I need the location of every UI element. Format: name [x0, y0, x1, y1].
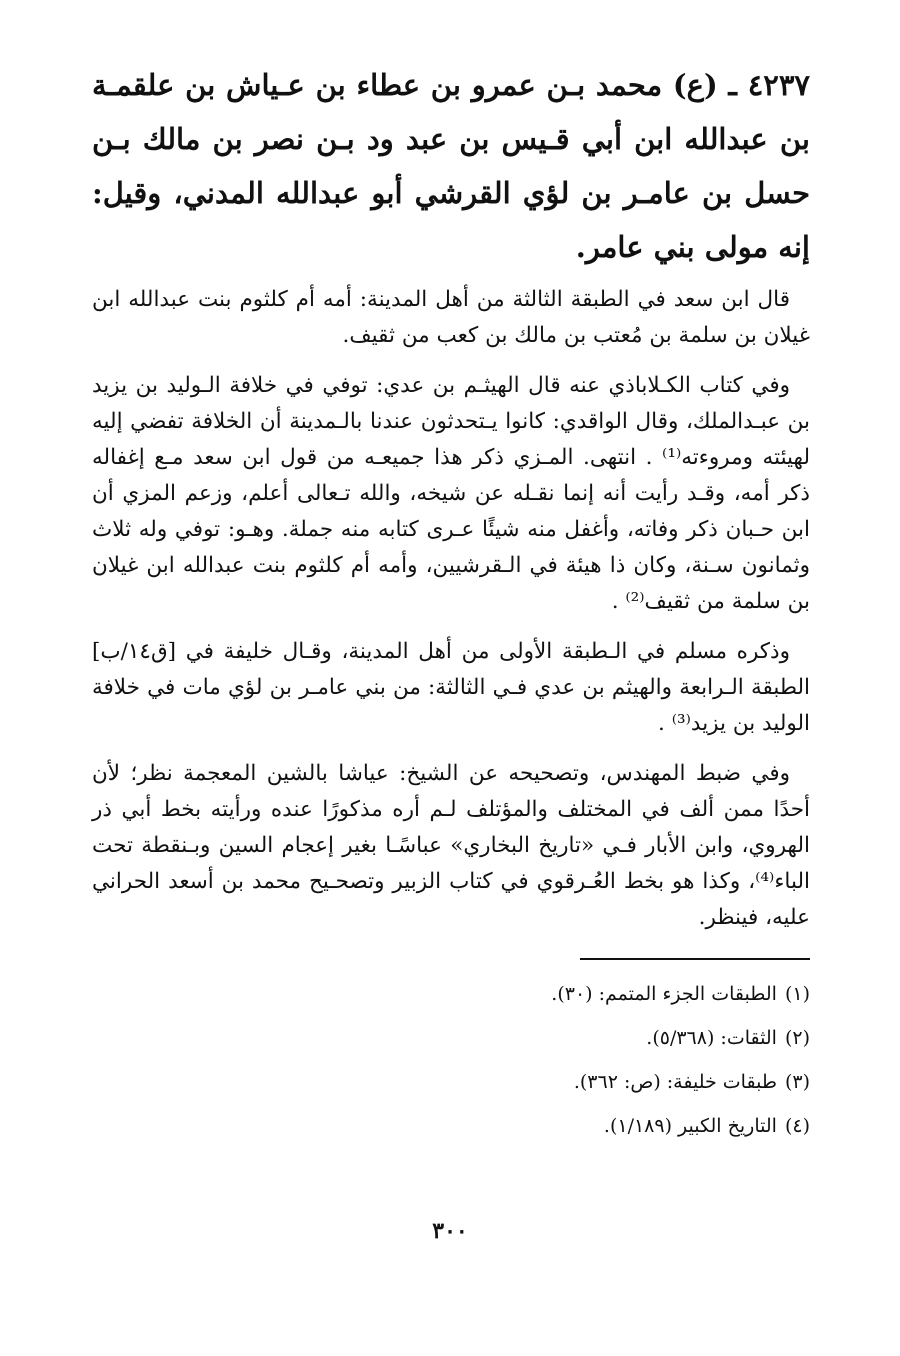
footnote-text: طبقات خليفة: (ص: ٣٦٢). [573, 1071, 777, 1093]
footnote-marker: (١) [784, 983, 810, 1005]
footnote-marker: (٤) [784, 1115, 810, 1137]
footnote-text: الثقات: (٥/٣٦٨). [646, 1027, 777, 1049]
paragraph-kalabadhi: وفي كتاب الكـلاباذي عنه قال الهيثـم بن عدي: توفي في خلافة الـوليد بن يزيد بن عبـدالملك، وقال الواقدي: كانوا يـتحدثون عندنا بالـمدينة أن الخلافة تفضي إليه لهيئته ومروءته⁽¹⁾ . انتهى. المـزي ذكر هذا جميعـه من قول ابن سعد مـع إغفاله ذكر أمه، وقـد رأيت أنه إنما نقـله عن شيخه، والله تـعالى أعلم، وزعم المزي أن ابن حـبان ذكر وفاته، وأغفل منه شيئًا عـرى كتابه منه جملة. وهـو: توفي وله ثلاث وثمانون سـنة، وكان ذا هيئة في الـقرشيين، وأمه أم كلثوم بنت عبدالله ابن غيلان بن سلمة من ثقيف⁽²⁾ . [92, 373, 811, 614]
paragraph-muslim-khalifa: وذكره مسلم في الـطبقة الأولى من أهل المدينة، وقـال خليفة في [ق١٤/ب] الطبقة الـرابعة والهيثم بن عدي فـي الثالثة: من بني عامـر بن لؤي مات في خلافة الوليد بن يزيد⁽³⁾ . [92, 639, 810, 736]
footnote-separator [580, 958, 810, 960]
entry-heading: ٤٢٣٧ ـ (ع) محمد بـن عمرو بن عطاء بن عـياش بن علقمـة بن عبدالله ابن أبي قـيس بن عبد ود بـن نصر بن مالك بـن حسل بن عامـر بن لؤي القرشي أبو عبدالله المدني، وقيل: إنه مولى بني عامر. [92, 68, 810, 264]
footnote-item [92, 1016, 810, 1060]
footnote-text: التاريخ الكبير (١/١٨٩). [603, 1115, 777, 1137]
footnote-item [92, 1104, 810, 1148]
paragraph-ibn-saad: قال ابن سعد في الطبقة الثالثة من أهل المدينة: أمه أم كلثوم بنت عبدالله ابن غيلان بن سلمة بن مُعتب بن مالك بن كعب من ثقيف. [92, 287, 810, 348]
page-number: ٣٠٠ [432, 1218, 468, 1244]
footnote-separator-wrap [92, 958, 810, 960]
footnote-text: الطبقات الجزء المتمم: (٣٠). [551, 983, 777, 1005]
footnote-item [92, 1060, 810, 1104]
footnote-marker: (٢) [784, 1027, 810, 1049]
paragraph-muhandis: وفي ضبط المهندس، وتصحيحه عن الشيخ: عياشا بالشين المعجمة نظر؛ لأن أحدًا ممن ألف في المختلف والمؤتلف لـم أره مذكورًا عنده ورأيته بخط أبي ذر الهروي، وابن الأبار فـي «تاريخ البخاري» عباسًـا بغير إعجام السين وبـنقطة تحت الباء⁽⁴⁾، وكذا هو بخط العُـرقوي في كتاب الزبير وتصحـيح محمد بن أسعد الحراني عليه، فينظر. [92, 761, 810, 930]
footnote-item [92, 972, 810, 1016]
footnotes-list [92, 972, 810, 1148]
footnote-marker: (٣) [784, 1071, 810, 1093]
